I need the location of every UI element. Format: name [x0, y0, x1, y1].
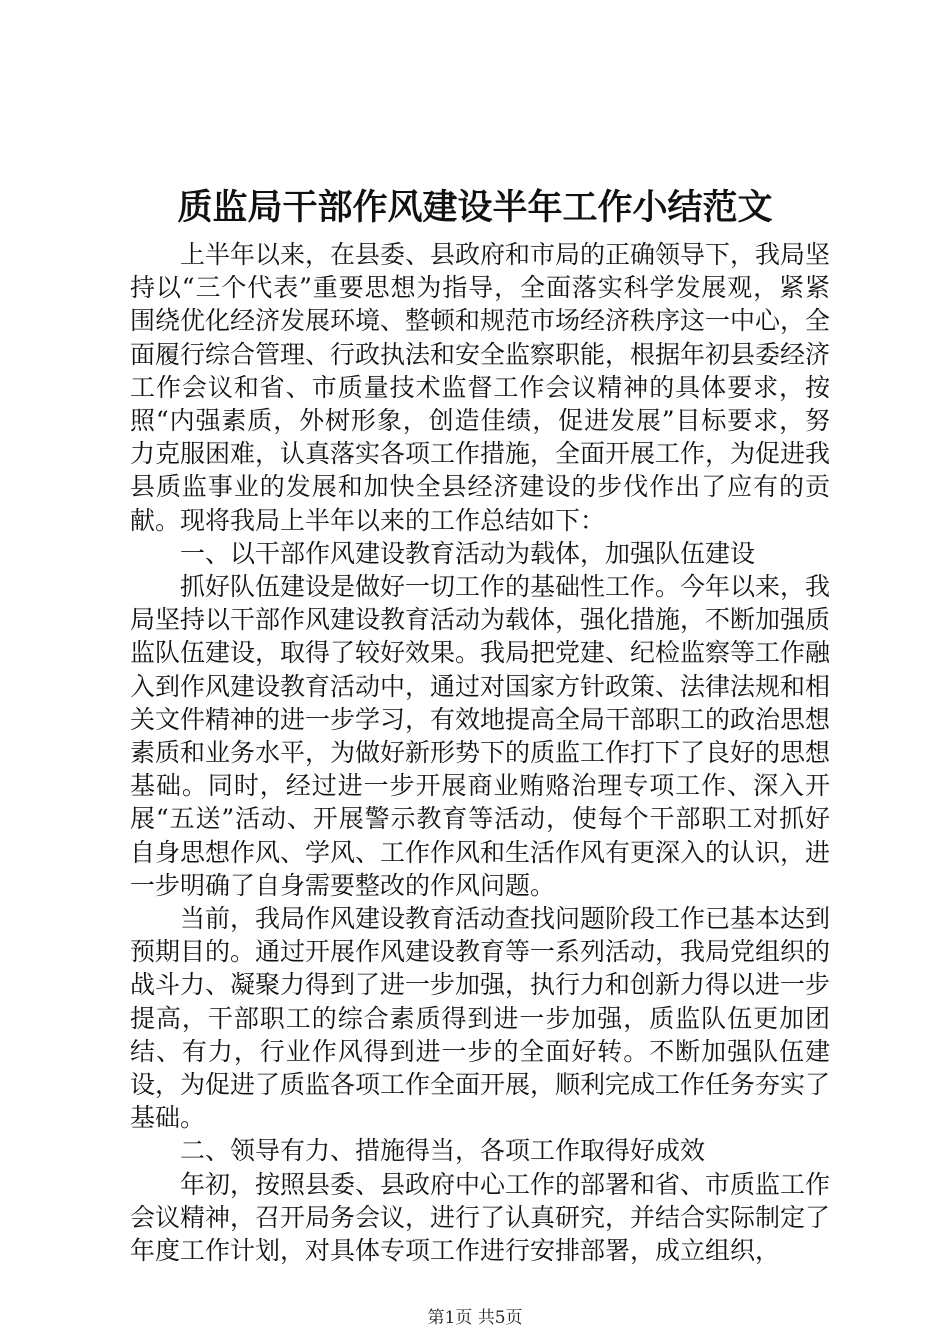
paragraph-annual-plan: 年初，按照县委、县政府中心工作的部署和省、市质监工作会议精神，召开局务会议，进行了认真研究，并结合实际制定了年度工作计划，对具体专项工作进行安排部署，成立组织，	[130, 1169, 831, 1266]
document-title: 质监局干部作风建设半年工作小结范文	[177, 187, 773, 228]
paragraph-intro: 上半年以来，在县委、县政府和市局的正确领导下，我局坚持以“三个代表”重要思想为指导，全面落实科学发展观，紧紧围绕优化经济发展环境、整顿和规范市场经济秩序这一中心，全面履行综合管理、行政执法和安全监察职能，根据年初县委经济工作会议和省、市质量技术监督工作会议精神的具体要求，按照“内强素质，外树形象，创造佳绩，促进发展”目标要求，努力克服困难，认真落实各项工作措施，全面开展工作，为促进我县质监事业的发展和加快全县经济建设的步伐作出了应有的贡献。现将我局上半年以来的工作总结如下：	[130, 240, 831, 535]
section-heading-2: 二、领导有力、措施得当，各项工作取得好成效	[180, 1136, 706, 1166]
page-number-footer: 第1页 共5页	[427, 1308, 523, 1328]
paragraph-current-status: 当前，我局作风建设教育活动查找问题阶段工作已基本达到预期目的。通过开展作风建设教育等一系列活动，我局党组织的战斗力、凝聚力得到了进一步加强，执行力和创新力得以进一步提高，干部职工的综合素质得到进一步加强，质监队伍更加团结、有力，行业作风得到进一步的全面好转。不断加强队伍建设，为促进了质监各项工作全面开展，顺利完成工作任务夯实了基础。	[130, 904, 831, 1133]
document-body	[130, 238, 830, 1267]
section-heading-1: 一、以干部作风建设教育活动为载体，加强队伍建设	[180, 538, 756, 568]
paragraph-team-building: 抓好队伍建设是做好一切工作的基础性工作。今年以来，我局坚持以干部作风建设教育活动为载体，强化措施，不断加强质监队伍建设，取得了较好效果。我局把党建、纪检监察等工作融入到作风建设教育活动中，通过对国家方针政策、法律法规和相关文件精神的进一步学习，有效地提高全局干部职工的政治思想素质和业务水平，为做好新形势下的质监工作打下了良好的思想基础。同时，经过进一步开展商业贿赂治理专项工作、深入开展“五送”活动、开展警示教育等活动，使每个干部职工对抓好自身思想作风、学风、工作作风和生活作风有更深入的认识，进一步明确了自身需要整改的作风问题。	[130, 572, 831, 900]
